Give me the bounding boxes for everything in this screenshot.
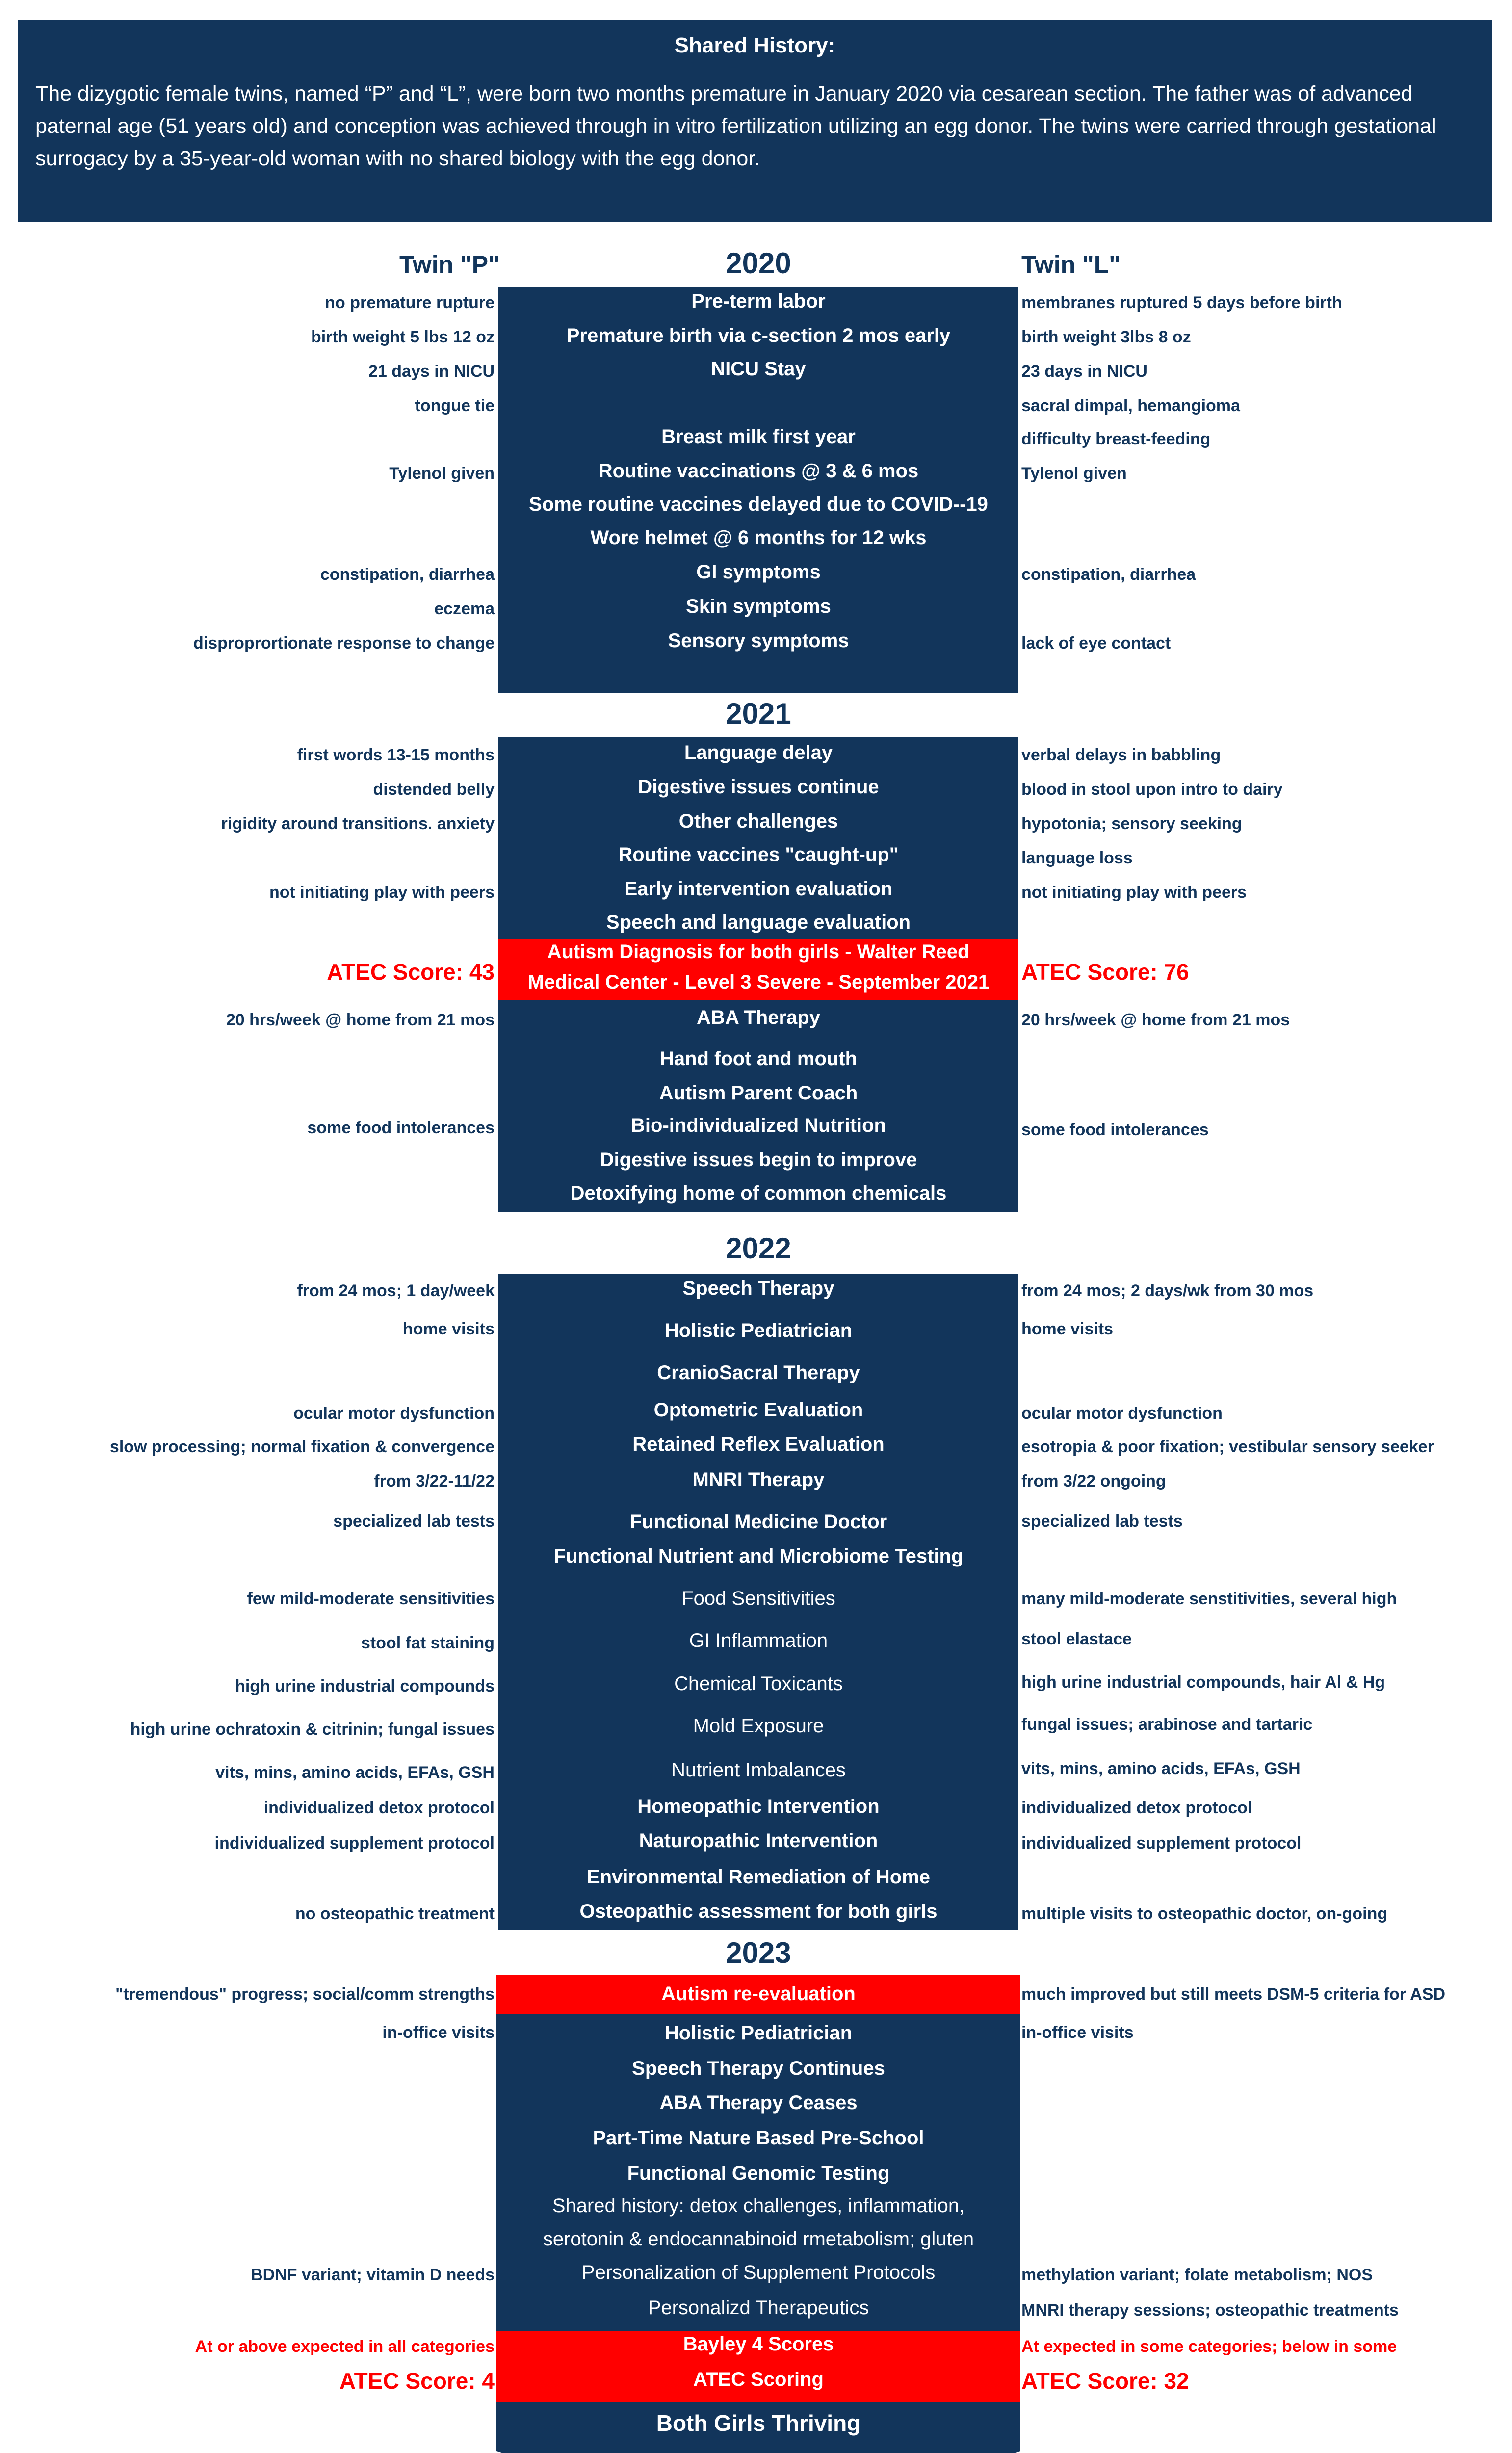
row-center-text: Part-Time Nature Based Pre-School: [593, 2127, 924, 2149]
row-right-text: in-office visits: [1021, 2023, 1134, 2042]
atec-score-p-2021: ATEC Score: 43: [327, 959, 495, 985]
row-right-text: membranes ruptured 5 days before birth: [1021, 293, 1342, 312]
row-center-text: Osteopathic assessment for both girls: [579, 1901, 938, 1922]
row-center-text: Speech Therapy: [682, 1278, 834, 1299]
row-center-text: Premature birth via c-section 2 mos early: [566, 325, 951, 346]
row-center-text: ABA Therapy Ceases: [659, 2092, 858, 2114]
row-left-text: not initiating play with peers: [269, 883, 495, 902]
row-center-text: Pre-term labor: [691, 290, 826, 312]
row-center-text: Bio-individualized Nutrition: [631, 1115, 886, 1136]
row-left-text: home visits: [402, 1320, 495, 1338]
row-right-text: from 24 mos; 2 days/wk from 30 mos: [1021, 1281, 1314, 1300]
row-left-text: individualized supplement protocol: [214, 1834, 495, 1853]
row-left-text: high urine ochratoxin & citrinin; fungal issues: [130, 1720, 495, 1739]
row-center-text: GI Inflammation: [689, 1630, 828, 1651]
row-center-text: Sensory symptoms: [668, 630, 849, 652]
twin-l-heading: Twin "L": [1021, 251, 1121, 278]
row-left-text: few mild-moderate sensitivities: [247, 1590, 495, 1608]
row-right-text: lack of eye contact: [1021, 634, 1171, 652]
row-left-text: constipation, diarrhea: [320, 565, 495, 584]
row-left-text: specialized lab tests: [333, 1512, 495, 1531]
twin-p-heading: Twin "P": [399, 251, 500, 278]
row-right-text: blood in stool upon intro to dairy: [1021, 780, 1283, 799]
year-2022-label: 2022: [726, 1232, 791, 1265]
row-right-text: vits, mins, amino acids, EFAs, GSH: [1021, 1759, 1301, 1778]
row-right-text: home visits: [1021, 1320, 1114, 1338]
row-center-text: Other challenges: [678, 810, 838, 832]
row-center-text: Language delay: [684, 742, 833, 763]
bayley-l-text: At expected in some categories; below in some: [1021, 2337, 1397, 2356]
row-center-text: Optometric Evaluation: [653, 1399, 863, 1421]
row-right-text: fungal issues; arabinose and tartaric: [1021, 1715, 1313, 1734]
row-right-text: not initiating play with peers: [1021, 883, 1247, 902]
row-right-text: 20 hrs/week @ home from 21 mos: [1021, 1011, 1290, 1029]
row-right-text: Tylenol given: [1021, 464, 1127, 483]
row-right-text: some food intolerances: [1021, 1121, 1209, 1139]
row-right-text: stool elastace: [1021, 1630, 1132, 1648]
row-center-text: Mold Exposure: [693, 1715, 824, 1737]
row-left-text: from 24 mos; 1 day/week: [297, 1281, 495, 1300]
row-left-text: rigidity around transitions. anxiety: [221, 814, 495, 833]
row-right-text: specialized lab tests: [1021, 1512, 1183, 1531]
row-center-text: Wore helmet @ 6 months for 12 wks: [590, 527, 927, 548]
atec-score-p-2023: ATEC Score: 4: [339, 2368, 495, 2394]
row-right-text: multiple visits to osteopathic doctor, on-going: [1021, 1905, 1388, 1923]
row-right-text: methylation variant; folate metabolism; NOS: [1021, 2266, 1373, 2284]
row-center-text: Retained Reflex Evaluation: [632, 1434, 885, 1455]
final-outcome-text: Both Girls Thriving: [656, 2410, 861, 2436]
diagnosis-text-line-2: Medical Center - Level 3 Severe - September 2021: [527, 971, 990, 993]
row-left-text: vits, mins, amino acids, EFAs, GSH: [215, 1763, 495, 1782]
row-center-text: Nutrient Imbalances: [671, 1759, 846, 1781]
row-center-text: Detoxifying home of common chemicals: [570, 1182, 947, 1204]
row-left-text: ocular motor dysfunction: [293, 1404, 495, 1423]
row-left-text: from 3/22-11/22: [374, 1472, 495, 1490]
row-center-text: Homeopathic Intervention: [637, 1796, 880, 1817]
row-right-text: many mild-moderate senstitivities, several high: [1021, 1590, 1397, 1608]
year-2023-label: 2023: [726, 1936, 791, 1969]
row-left-text: eczema: [434, 600, 495, 618]
row-left-text: BDNF variant; vitamin D needs: [251, 2266, 495, 2284]
row-left-text: 21 days in NICU: [368, 362, 495, 381]
shared-history-box: [18, 20, 1492, 222]
reevaluation-l-text: much improved but still meets DSM-5 criteria for ASD: [1021, 1985, 1446, 2004]
row-left-text: stool fat staining: [361, 1634, 495, 1652]
row-center-text: Personalization of Supplement Protocols: [581, 2262, 936, 2283]
row-right-text: individualized supplement protocol: [1021, 1834, 1302, 1853]
row-center-text: Naturopathic Intervention: [639, 1830, 878, 1852]
row-center-text: Speech Therapy Continues: [632, 2058, 885, 2079]
row-center-text: Digestive issues continue: [638, 776, 879, 798]
row-center-text: Routine vaccinations @ 3 & 6 mos: [598, 460, 919, 482]
row-left-text: some food intolerances: [307, 1119, 495, 1137]
row-center-text: GI symptoms: [696, 561, 821, 583]
row-center-text: NICU Stay: [711, 358, 806, 380]
year-2020-label: 2020: [726, 247, 791, 280]
bayley-p-text: At or above expected in all categories: [195, 2337, 495, 2356]
row-right-text: language loss: [1021, 849, 1133, 867]
row-left-text: in-office visits: [382, 2023, 495, 2042]
row-center-text: Holistic Pediatrician: [664, 2022, 853, 2044]
row-left-text: slow processing; normal fixation & convergence: [109, 1437, 495, 1456]
row-right-text: ocular motor dysfunction: [1021, 1404, 1223, 1423]
row-center-text: Some routine vaccines delayed due to COVID--19: [529, 494, 988, 515]
row-center-text: Hand foot and mouth: [659, 1048, 858, 1070]
row-center-text: Skin symptoms: [686, 596, 831, 617]
row-left-text: disproprortionate response to change: [193, 634, 495, 652]
row-center-text: Functional Nutrient and Microbiome Testing: [553, 1545, 964, 1567]
row-center-text: Speech and language evaluation: [606, 912, 911, 933]
atec-score-l-2021: ATEC Score: 76: [1021, 959, 1189, 985]
row-right-text: hypotonia; sensory seeking: [1021, 814, 1242, 833]
row-center-text: Environmental Remediation of Home: [586, 1866, 931, 1888]
shared-history-title: Shared History:: [674, 33, 835, 57]
row-center-text: Digestive issues begin to improve: [600, 1149, 917, 1171]
row-left-text: distended belly: [373, 780, 495, 799]
row-center-text: Functional Genomic Testing: [627, 2163, 890, 2184]
reevaluation-center-text: Autism re-evaluation: [661, 1983, 856, 2005]
diagnosis-text-line-1: Autism Diagnosis for both girls - Walter Reed: [547, 941, 970, 963]
row-right-text: esotropia & poor fixation; vestibular sensory seeker: [1021, 1437, 1434, 1456]
row-right-text: birth weight 3lbs 8 oz: [1021, 328, 1191, 346]
row-left-text: individualized detox protocol: [263, 1799, 495, 1817]
row-left-text: high urine industrial compounds: [235, 1677, 495, 1696]
row-center-text: Chemical Toxicants: [674, 1673, 843, 1695]
row-right-text: verbal delays in babbling: [1021, 746, 1221, 764]
row-right-text: 23 days in NICU: [1021, 362, 1147, 381]
row-right-text: sacral dimpal, hemangioma: [1021, 396, 1240, 415]
row-center-text: Food Sensitivities: [681, 1588, 835, 1609]
row-right-text: difficulty breast-feeding: [1021, 430, 1211, 448]
row-center-text: ABA Therapy: [697, 1007, 820, 1028]
shared-history-text: The dizygotic female twins, named “P” and “L”, were born two months premature in January 2020 via cesarean section. The father was of advanced paternal age (51 years old) and conception was achieved through in vitro fertilization utilizing an egg donor. The twins were carried through gestational surrogacy by a 35-year-old woman with no shared biology with the egg donor.: [35, 82, 1436, 170]
row-center-text: Holistic Pediatrician: [664, 1320, 853, 1341]
bayley-center-text: Bayley 4 Scores: [683, 2333, 834, 2355]
row-center-text: Routine vaccines "caught-up": [618, 844, 899, 865]
row-center-text: Personalizd Therapeutics: [648, 2297, 869, 2319]
row-right-text: MNRI therapy sessions; osteopathic treatments: [1021, 2301, 1399, 2320]
row-left-text: 20 hrs/week @ home from 21 mos: [226, 1011, 495, 1029]
atec-center-text: ATEC Scoring: [693, 2369, 824, 2390]
row-left-text: birth weight 5 lbs 12 oz: [311, 328, 495, 346]
row-center-text: serotonin & endocannabinoid rmetabolism; gluten: [543, 2228, 974, 2250]
row-left-text: first words 13-15 months: [297, 746, 495, 764]
reevaluation-p-text: "tremendous" progress; social/comm strengths: [115, 1985, 495, 2004]
row-left-text: no osteopathic treatment: [295, 1905, 495, 1923]
row-right-text: individualized detox protocol: [1021, 1799, 1252, 1817]
row-center-text: Early intervention evaluation: [624, 878, 893, 900]
row-right-text: high urine industrial compounds, hair Al & Hg: [1021, 1673, 1385, 1692]
row-center-text: CranioSacral Therapy: [657, 1362, 860, 1383]
row-center-text: Shared history: detox challenges, inflammation,: [552, 2195, 965, 2217]
row-left-text: no premature rupture: [325, 293, 495, 312]
row-center-text: Functional Medicine Doctor: [629, 1511, 887, 1533]
row-left-text: tongue tie: [415, 396, 495, 415]
row-left-text: Tylenol given: [389, 464, 495, 483]
atec-score-l-2023: ATEC Score: 32: [1021, 2368, 1189, 2394]
row-right-text: from 3/22 ongoing: [1021, 1472, 1166, 1490]
row-center-text: Breast milk first year: [661, 426, 856, 447]
year-2021-label: 2021: [726, 697, 791, 730]
row-right-text: constipation, diarrhea: [1021, 565, 1196, 584]
row-center-text: Autism Parent Coach: [659, 1082, 858, 1104]
row-center-text: MNRI Therapy: [692, 1469, 825, 1490]
